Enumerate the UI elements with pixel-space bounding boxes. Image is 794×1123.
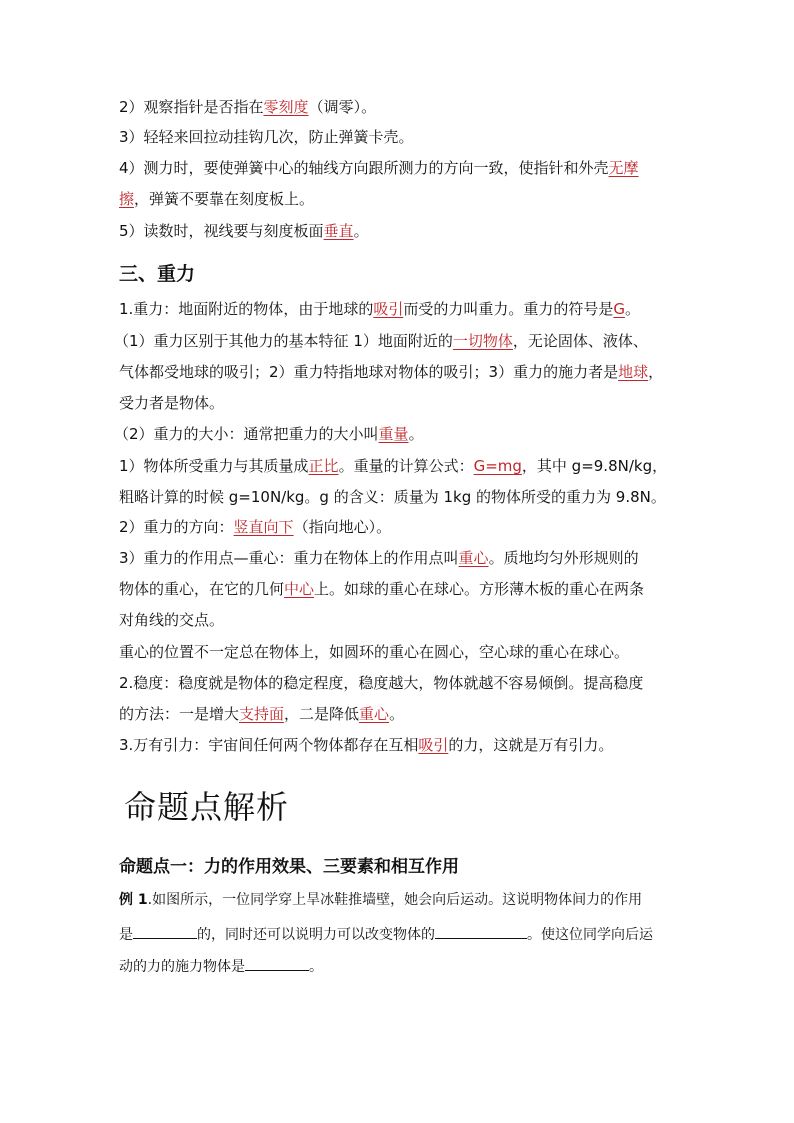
gravity-line-9 xyxy=(119,548,639,568)
text: 是 xyxy=(119,927,133,943)
text: 的力，这就是万有引力。 xyxy=(448,736,614,754)
example-line-3 xyxy=(119,954,323,977)
item-5-line xyxy=(119,221,369,241)
answer-underlined: 吸引 xyxy=(373,300,404,318)
answer-underlined: 无摩 xyxy=(608,159,639,177)
text: 的，同时还可以说明力可以改变物体的 xyxy=(197,927,435,943)
gravity-line-4: 受力者是物体。 xyxy=(119,394,225,412)
answer-underlined: 垂直 xyxy=(323,222,354,240)
answer-underlined: 正比 xyxy=(308,457,339,475)
answer-underlined: 吸引 xyxy=(418,736,449,754)
gravity-line-5 xyxy=(114,424,424,444)
example-label: 例 1 xyxy=(119,892,148,908)
text: ，无论固体、液体、 xyxy=(512,332,648,350)
answer-underlined: 地球 xyxy=(618,363,649,381)
analysis-title: 命题点解析 xyxy=(124,788,290,826)
gravity-line-11: 对角线的交点。 xyxy=(119,611,225,629)
text: 。使这位同学向后运 xyxy=(527,927,653,943)
gravity-line-10 xyxy=(119,579,644,599)
item-3-line: 3）轻轻来回拉动挂钩几次，防止弹簧卡壳。 xyxy=(119,128,414,146)
text: 而受的力叫重力。重力的符号是 xyxy=(403,300,614,318)
answer-blank[interactable] xyxy=(245,954,309,971)
text: 。 xyxy=(389,705,405,723)
answer-underlined: 中心 xyxy=(284,580,315,598)
text: 3.万有引力：宇宙间任何两个物体都存在互相 xyxy=(119,736,419,754)
text: 3）重力的作用点—重心：重力在物体上的作用点叫 xyxy=(119,549,459,567)
text: .如图所示，一位同学穿上旱冰鞋推墙壁，她会向后运动。这说明物体间力的作用 xyxy=(147,892,643,908)
item-4-line-2 xyxy=(119,189,314,209)
text: ，二是降低 xyxy=(284,705,360,723)
text: 2）重力的方向： xyxy=(119,518,234,536)
answer-underlined: 竖直向下 xyxy=(233,518,294,536)
gravity-line-15 xyxy=(119,735,613,755)
gravity-line-1 xyxy=(119,299,640,319)
text: （调零）。 xyxy=(308,98,377,116)
text: 。 xyxy=(353,222,369,240)
answer-underlined: G xyxy=(613,300,625,318)
item-4-line-1 xyxy=(119,158,639,178)
text: 动的力的施力物体是 xyxy=(119,959,245,975)
text: ，弹簧不要靠在刻度板上。 xyxy=(134,190,315,208)
gravity-line-6 xyxy=(119,456,667,476)
text: 。重量的计算公式： xyxy=(338,457,474,475)
text: 2）观察指针是否指在 xyxy=(119,98,264,116)
text: ， xyxy=(648,363,664,381)
analysis-subtitle: 命题点一：力的作用效果、三要素和相互作用 xyxy=(119,857,459,877)
answer-blank[interactable] xyxy=(435,922,527,939)
example-line-2 xyxy=(119,922,653,945)
gravity-line-12: 重心的位置不一定总在物体上，如圆环的重心在圆心，空心球的重心在球心。 xyxy=(119,643,630,661)
gravity-line-2 xyxy=(114,331,648,351)
text: 物体的重心，在它的几何 xyxy=(119,580,285,598)
text: （1）重力区别于其他力的基本特征 1）地面附近的 xyxy=(114,332,453,350)
answer-underlined: 重心 xyxy=(458,549,489,567)
answer-blank[interactable] xyxy=(133,922,197,939)
text: 1.重力：地面附近的物体，由于地球的 xyxy=(119,300,374,318)
text: ，其中 g=9.8N/kg， xyxy=(521,457,668,475)
gravity-line-3 xyxy=(119,362,663,382)
answer-underlined: 重量 xyxy=(378,425,409,443)
gravity-line-7: 粗略计算的时候 g=10N/kg。g 的含义：质量为 1kg 的物体所受的重力为 9.8N。 xyxy=(119,488,666,506)
answer-underlined: G=mg xyxy=(473,457,522,475)
answer-underlined: 一切物体 xyxy=(452,332,513,350)
text: 4）测力时，要使弹簧中心的轴线方向跟所测力的方向一致，使指针和外壳 xyxy=(119,159,609,177)
text: （2）重力的大小：通常把重力的大小叫 xyxy=(114,425,379,443)
text: 1）物体所受重力与其质量成 xyxy=(119,457,309,475)
text: 5）读数时，视线要与刻度板面 xyxy=(119,222,324,240)
gravity-line-8 xyxy=(119,517,391,537)
answer-underlined: 擦 xyxy=(119,190,135,208)
answer-underlined: 支持面 xyxy=(239,705,285,723)
gravity-line-14 xyxy=(119,704,404,724)
text: 。 xyxy=(309,959,323,975)
text: 的方法：一是增大 xyxy=(119,705,240,723)
text: 气体都受地球的吸引；2）重力特指地球对物体的吸引；3）重力的施力者是 xyxy=(119,363,619,381)
text: （指向地心）。 xyxy=(293,518,392,536)
answer-underlined: 重心 xyxy=(359,705,390,723)
text: 。 xyxy=(624,300,640,318)
section-heading: 三、重力 xyxy=(119,263,196,285)
text: 。 xyxy=(408,425,424,443)
example-line-1 xyxy=(119,890,642,910)
text: 。质地均匀外形规则的 xyxy=(488,549,639,567)
gravity-line-13: 2.稳度：稳度就是物体的稳定程度，稳度越大，物体就越不容易倾倒。提高稳度 xyxy=(119,674,644,692)
answer-underlined: 零刻度 xyxy=(263,98,309,116)
item-2-line xyxy=(119,97,376,117)
text: 上。如球的重心在球心。方形薄木板的重心在两条 xyxy=(314,580,645,598)
